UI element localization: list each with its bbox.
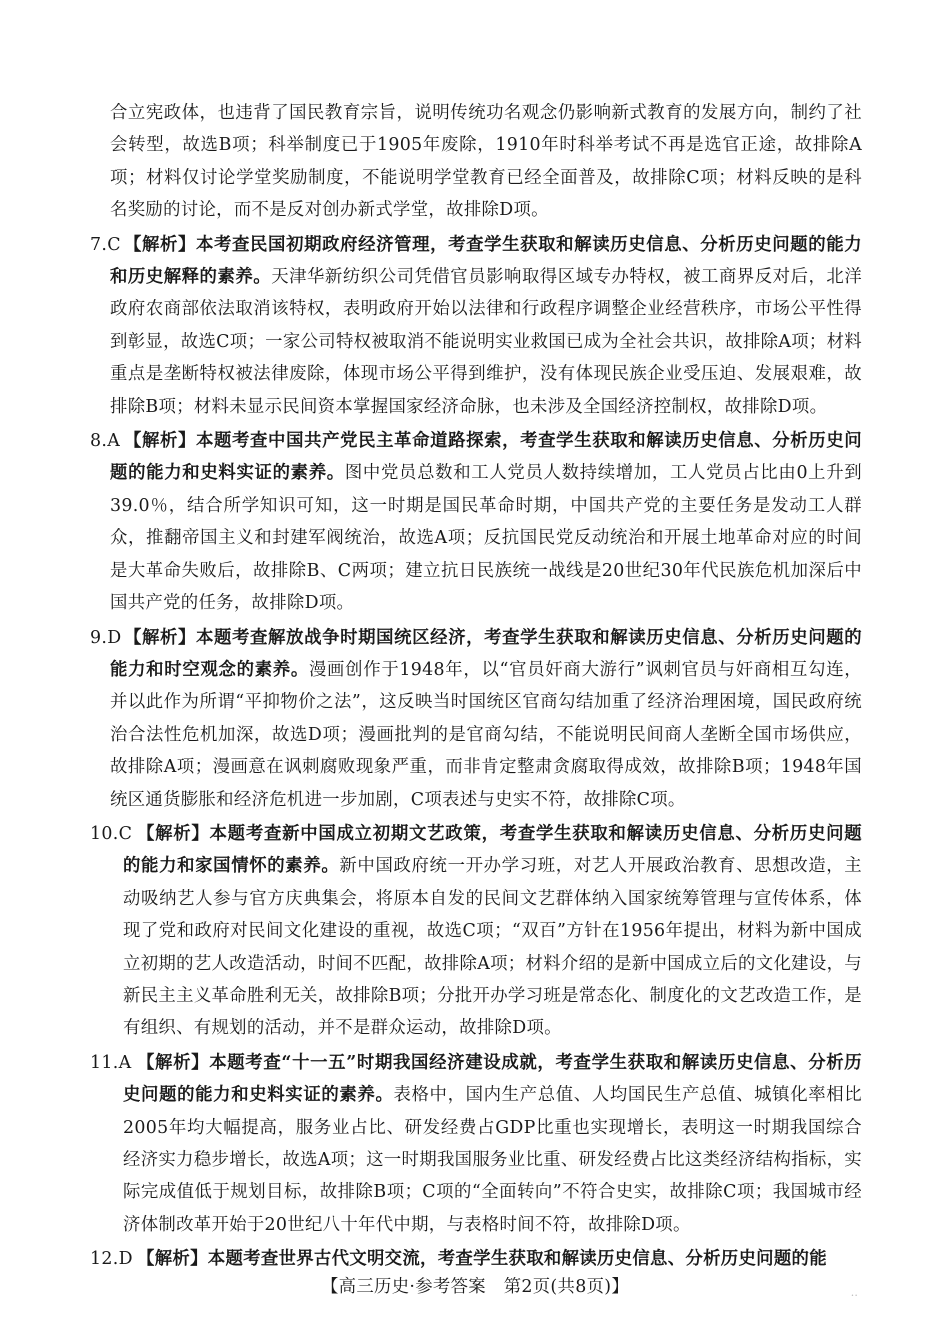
analysis-body: 图中党员总数和工人党员人数持续增加，工人党员占比由0上升到39.0％，结合所学知识可知，这一时期是国民革命时期，中国共产党的主要任务是发动工人群众，推翻帝国主义和封建军阀统治，故选A项；反抗国民党反动统治和开展土地革命对应的时间是大革命失败后，故排除B、C两项；建立抗日民族统一战线是20世纪30年代民族危机加深后中国共产党的任务，故排除D项。 <box>110 463 862 614</box>
analysis-body: 漫画创作于1948年，以“官员奸商大游行”讽刺官员与奸商相互勾连，并以此作为所谓“平抑物价之法”，这反映当时国统区官商勾结加重了经济治理困境，国民政府统治合法性危机加深，故选D项；漫画批判的是官商勾结，不能说明民间商人垄断全国市场供应，故排除A项；漫画意在讽刺腐败现象严重，而非肯定整肃贪腐取得成效，故排除B项；1948年国统区通货膨胀和经济危机进一步加剧，C项表述与史实不符，故排除C项。 <box>110 659 862 810</box>
answer-item-11 <box>90 1047 862 1241</box>
answer-item-12 <box>90 1243 862 1275</box>
analysis-body: 天津华新纺织公司凭借官员影响取得区域专办特权，被工商界反对后，北洋政府农商部依法取消该特权，表明政府开始以法律和行政程序调整企业经营秩序，市场公平性得到彰显，故选C项；一家公司特权被取消不能说明实业救国已成为全社会共识，故排除A项；材料重点是垄断特权被法律废除，体现市场公平得到维护，没有体现民族企业受压迫、发展艰难，故排除B项；材料未显示民间资本掌握国家经济命脉，也未涉及全国经济控制权，故排除D项。 <box>110 267 863 417</box>
analysis-lead: 【解析】本题考查解放战争时期国统区经济，考查学生获取和解读历史信息、分析历史问题的能力和时空观念的素养。 <box>110 627 862 680</box>
analysis-lead: 【解析】本题考查世界古代文明交流，考查学生获取和解读历史信息、分析历史问题的能 <box>137 1249 827 1270</box>
item-number: 7.C <box>90 234 121 255</box>
item-number: 12.D <box>90 1249 133 1270</box>
answer-item-10 <box>90 818 862 1045</box>
item-number: 10.C <box>90 823 133 844</box>
analysis-body: 表格中，国内生产总值、人均国民生产总值、城镇化率相比2005年均大幅提高，服务业占比、研发经费占GDP比重也实现增长，表明这一时期我国综合经济实力稳步增长，故选A项；这一时期我国服务业比重、研发经费占比这类经济结构指标，实际完成值低于规划目标，故排除B项；C项的“全面转向”不符合史实，故排除C项；我国城市经济体制改革开始于20世纪八十年代中期，与表格时间不符，故排除D项。 <box>123 1085 862 1235</box>
corner-mark: ‥ <box>850 1286 858 1299</box>
item-number: 9.D <box>90 627 122 648</box>
analysis-lead: 【解析】本考查民国初期政府经济管理，考查学生获取和解读历史信息、分析历史问题的能力和历史解释的素养。 <box>110 234 862 288</box>
analysis-lead: 【解析】本题考查新中国成立初期文艺政策，考查学生获取和解读历史信息、分析历史问题的能力和家国情怀的素养。 <box>123 823 862 877</box>
answer-item-7 <box>90 229 862 423</box>
item-number: 11.A <box>90 1052 132 1073</box>
item-number: 8.A <box>90 431 121 452</box>
answer-item-9 <box>90 622 862 816</box>
answer-content <box>90 97 862 1276</box>
carryover-paragraph: 合立宪政体，也违背了国民教育宗旨，说明传统功名观念仍影响新式教育的发展方向，制约了社会转型，故选B项；科举制度已于1905年废除，1910年时科举考试不再是选官正途，故排除A项；材料仅讨论学堂奖励制度，不能说明学堂教育已经全面普及，故排除C项；材料反映的是科名奖励的讨论，而不是反对创办新式学堂，故排除D项。 <box>110 103 862 221</box>
page-footer: 【高三历史·参考答案 第2页(共8页)】 <box>320 1277 630 1297</box>
analysis-body: 新中国政府统一开办学习班，对艺人开展政治教育、思想改造，主动吸纳艺人参与官方庆典集会，将原本自发的民间文艺群体纳入国家统筹管理与宣传体系，体现了党和政府对民间文化建设的重视，故选C项；“双百”方针在1956年提出，材料为新中国成立初期的艺人改造活动，时间不匹配，故排除A项；材料介绍的是新中国成立后的文化建设，与新民主主义革命胜利无关，故排除B项；分批开办学习班是常态化、制度化的文艺改造工作，是有组织、有规划的活动，并不是群众运动，故排除D项。 <box>123 856 862 1039</box>
answer-item-8 <box>90 425 862 619</box>
analysis-lead: 【解析】本题考查“十一五”时期我国经济建设成就，考查学生获取和解读历史信息、分析历史问题的能力和史料实证的素养。 <box>123 1052 862 1106</box>
analysis-lead: 【解析】本题考查中国共产党民主革命道路探索，考查学生获取和解读历史信息、分析历史问题的能力和史料实证的素养。 <box>110 431 862 484</box>
